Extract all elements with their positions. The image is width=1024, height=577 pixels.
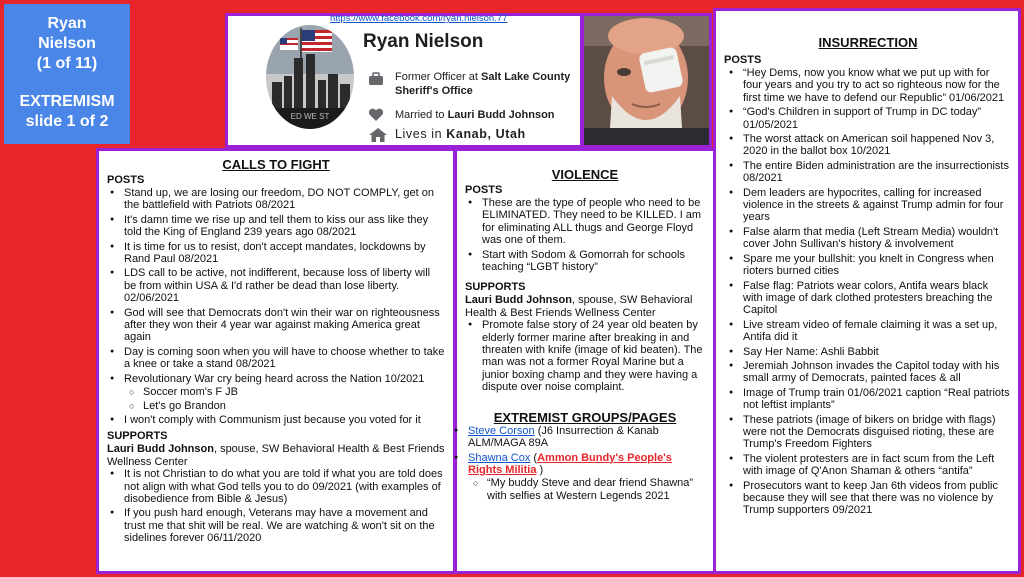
list-item: ● Stand up, we are losing our freedom, DO NOT COMPLY, get on the battlefield with Patriots 08/2021 xyxy=(107,187,445,212)
list-item: ● Dem leaders are hypocrites, calling for increased violence in the streets & against Trump admin for four years xyxy=(726,187,1010,224)
calls-to-fight-card xyxy=(96,148,456,574)
profile-url-link[interactable]: https://www.facebook.com/ryan.nielson.77 xyxy=(330,13,508,24)
heart-icon xyxy=(368,108,384,122)
list-item: ● It is time for us to resist, don't accept mandates, lockdowns by Rand Paul 08/2021 xyxy=(107,241,445,266)
extremist-groups-heading: EXTREMIST GROUPS/PAGES xyxy=(493,409,677,425)
title-last-name: Nielson xyxy=(38,35,96,52)
profile-work: Former Officer at Salt Lake County Sheriff's Office xyxy=(395,71,571,97)
posts-label: POSTS xyxy=(107,174,145,186)
violence-posts xyxy=(465,197,705,273)
supports-label: SUPPORTS xyxy=(465,281,526,294)
posts-label: POSTS xyxy=(465,184,503,196)
profile-photo xyxy=(581,13,712,148)
violence-heading: VIOLENCE xyxy=(551,167,619,182)
title-slide-number: slide 1 of 2 xyxy=(25,113,109,130)
profile-relationship: Married to Lauri Budd Johnson xyxy=(395,109,555,121)
supports-label: SUPPORTS xyxy=(107,430,168,443)
home-icon xyxy=(368,127,388,143)
list-item: ● These patriots (image of bikers on bridge with flags) were not the Democrats disguised rioting, these are Trump's Freedom Fighters xyxy=(726,414,1010,451)
list-item: ● God will see that Democrats don't win their war on righteousness after they won their 4 year war against making America great again xyxy=(107,307,445,344)
insurrection-card xyxy=(713,8,1021,574)
title-category: EXTREMISM xyxy=(19,93,115,110)
list-item: ● Start with Sodom & Gomorrah for schools teaching “LGBT history” xyxy=(465,249,705,274)
violence-card xyxy=(454,148,716,574)
list-item: ● I won't comply with Communism just because you voted for it xyxy=(107,414,445,426)
list-item: ● “God's Children in support of Trump in DC today” 01/05/2021 xyxy=(726,106,1010,131)
list-item: ● Day is coming soon when you will have to choose whether to take a knee or take a stand 08/2021 xyxy=(107,346,445,371)
list-item: ● The violent protesters are in fact scum from the Left with image of Q'Anon Shaman & others “antifa” xyxy=(726,453,1010,478)
slide-title-box xyxy=(4,4,130,144)
sub-list-item: ○ Let's go Brandon xyxy=(107,400,445,412)
insurrection-heading: INSURRECTION xyxy=(818,35,918,50)
list-item: ● LDS call to be active, not indifferent, because loss of liberty will be from within USA & I'd rather be dead than lose liberty. 02/06/2021 xyxy=(107,267,445,304)
insurrection-posts xyxy=(726,67,1010,517)
man-with-eye-bandage-photo xyxy=(584,16,709,145)
profile-avatar xyxy=(264,24,356,130)
list-item: ● The worst attack on American soil happened Nov 3, 2020 in the ballot box 10/2021 xyxy=(726,133,1010,158)
list-item: ● Image of Trump train 01/06/2021 caption “Real patriots not leftist implants” xyxy=(726,387,1010,412)
list-item: ● Prosecutors want to keep Jan 6th videos from public because they will see that there was no violence by Trump supporters 09/2021 xyxy=(726,480,1010,517)
list-item: ● False flag: Patriots wear colors, Antifa wears black with image of dark clothed protesters breaching the Capitol xyxy=(726,280,1010,317)
calls-to-fight-posts xyxy=(107,187,445,426)
list-item: ● Live stream video of female claiming it was a set up, Antifa did it xyxy=(726,319,1010,344)
posts-label: POSTS xyxy=(724,54,762,66)
sub-list-item: ○ Soccer mom's F JB xyxy=(107,386,445,398)
list-item: ● It's damn time we rise up and tell them to kiss our ass like they told the King of England 239 years ago 08/2021 xyxy=(107,214,445,239)
profile-location: Lives in Kanab, Utah xyxy=(395,127,526,141)
calls-to-fight-heading: CALLS TO FIGHT xyxy=(222,157,330,172)
list-item: ● Say Her Name: Ashli Babbit xyxy=(726,346,1010,358)
group-link-steve-corson[interactable]: Steve Corson xyxy=(468,424,535,437)
list-item: ● False alarm that media (Left Stream Media) wouldn't cover John Sullivan's history & involvement xyxy=(726,226,1010,251)
list-item: ● Shawna Cox (Ammon Bundy's People's Rights Militia ) ○ “My buddy Steve and dear friend Shawna” with selfies at Western Legends 2021 xyxy=(451,452,705,503)
supporter-line: Lauri Budd Johnson, spouse, SW Behavioral Health & Best Friends Wellness Center xyxy=(465,294,693,319)
violence-supports xyxy=(465,319,705,393)
sub-list-item: ○ “My buddy Steve and dear friend Shawna” with selfies at Western Legends 2021 xyxy=(451,477,705,502)
supporter-line: Lauri Budd Johnson, spouse, SW Behavioral Health & Best Friends Wellness Center xyxy=(107,443,445,468)
extremist-groups-list xyxy=(451,425,705,502)
list-item: ● These are the type of people who need to be ELIMINATED. They need to be KILLED. I am for eliminating ALL thugs and George Floyd was one of them. xyxy=(465,197,705,247)
group-link-shawna-cox[interactable]: Shawna Cox xyxy=(468,451,531,464)
list-item: ● Spare me your bullshit: you knelt in Congress when rioters burned cities xyxy=(726,253,1010,278)
title-count: (1 of 11) xyxy=(36,55,98,72)
title-first-name: Ryan xyxy=(47,15,87,32)
list-item: ● The entire Biden administration are the insurrectionists 08/2021 xyxy=(726,160,1010,185)
list-item: ● Steve Corson (J6 Insurrection & Kanab ALM/MAGA 89A xyxy=(451,425,705,450)
list-item: ● If you push hard enough, Veterans may have a movement and trust me that shit will be real. We are watching & won't sit on the sidelines forever 06/11/2020 xyxy=(107,507,445,544)
avatar-caption: ED WE ST xyxy=(290,112,330,121)
list-item: ● It is not Christian to do what you are told if what you are told does not align with what God tells you to do 09/2021 (with examples of disobedience from Bible & Jesus) xyxy=(107,468,445,505)
group-link-militia[interactable]: Ammon Bundy's People's Rights Militia xyxy=(468,451,672,476)
list-item: ● Revolutionary War cry being heard across the Nation 10/2021 ○ Soccer mom's F JB ○ Let's go Brandon xyxy=(107,373,445,412)
briefcase-icon xyxy=(368,72,384,86)
list-item: ● “Hey Dems, now you know what we put up with for four years and you try to act so righteous now for the first time we have to defend our Republic” 01/06/2021 xyxy=(726,67,1010,104)
list-item: ● Jeremiah Johnson invades the Capitol today with his small army of Democrats, painted faces & all xyxy=(726,360,1010,385)
profile-name: Ryan Nielson xyxy=(363,31,484,52)
calls-to-fight-supports xyxy=(107,468,445,544)
list-item: ● Promote false story of 24 year old beaten by elderly former marine after breaking in and threaten with knife (image of kid beaten). The man was not a former Royal Marine but a junior boxing champ and they were having a dispute over noise complaint. xyxy=(465,319,705,393)
